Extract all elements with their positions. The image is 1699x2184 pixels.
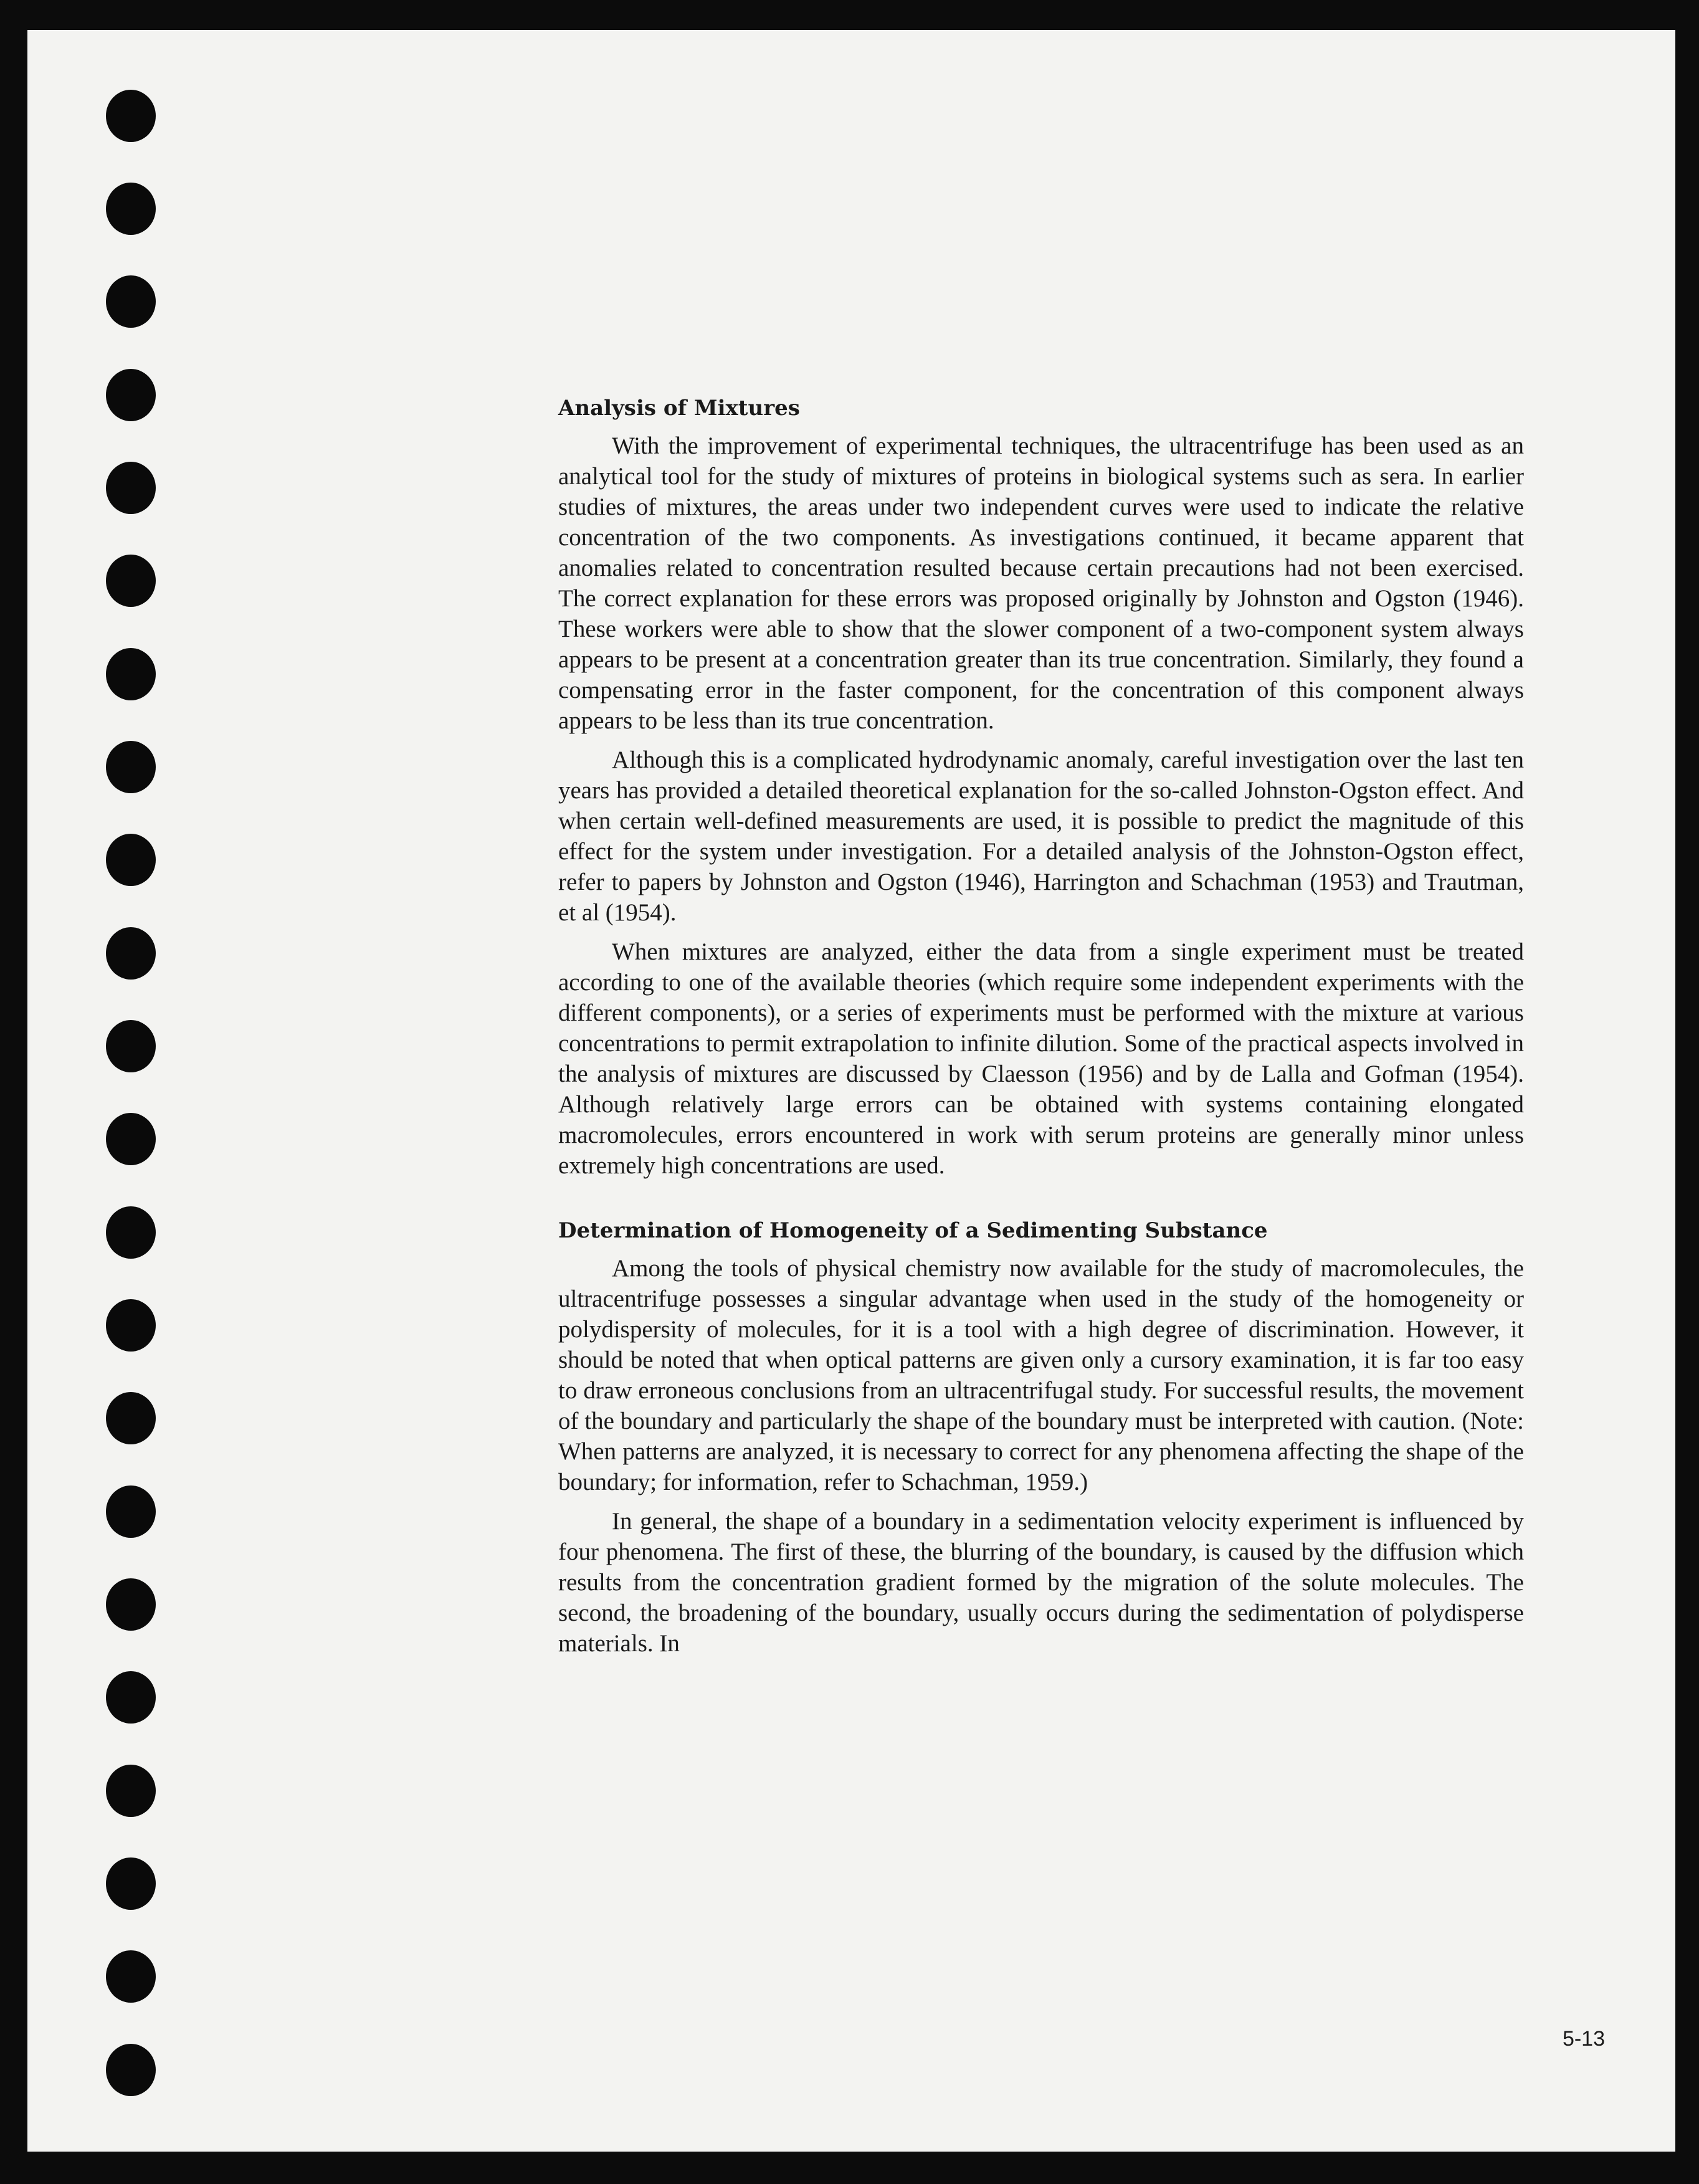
binder-hole-icon bbox=[106, 275, 156, 328]
binder-hole-icon bbox=[106, 90, 156, 142]
binder-hole-icon bbox=[106, 741, 156, 793]
binder-hole-icon bbox=[106, 1578, 156, 1631]
paragraph: Among the tools of physical chemistry now available for the study of macromolecules, the ultracentrifuge possesses a singular advantage when used in the study of the homogeneity or polydispersity of molecules, for it is a tool with a high degree of discrimination. However, it should be noted that when optical patterns are given only a cursory examination, it is far too easy to draw erroneous conclusions from an ultracentrifugal study. For successful results, the movement of the boundary and particularly the shape of the boundary must be interpreted with caution. (Note: When patterns are analyzed, it is necessary to correct for any phenomena affecting the shape of the boundary; for information, refer to Schachman, 1959.) bbox=[558, 1255, 1524, 1495]
document-page bbox=[27, 30, 1675, 2152]
section-heading-determination-of-homogeneity: Determination of Homogeneity of a Sedimenting Substance bbox=[558, 1218, 1268, 1243]
binder-hole-icon bbox=[106, 927, 156, 980]
binder-hole-icon bbox=[106, 2044, 156, 2096]
page-number: 5-13 bbox=[1562, 2027, 1605, 2051]
binder-hole-icon bbox=[106, 648, 156, 700]
paragraph: With the improvement of experimental techniques, the ultracentrifuge has been used as an analytical tool for the study of mixtures of proteins in biological systems such as sera. In earlier studies of mixtures, the areas under two independent curves were used to indicate the relative concentration of the two components. As investigations continued, it became apparent that anomalies related to concentration resulted because certain precautions had not been exercised. The correct explanation for these errors was proposed originally by Johnston and Ogston (1946). These workers were able to show that the slower component of a two-component system always appears to be present at a concentration greater than its true concentration. Similarly, they found a compensating error in the faster component, for the concentration of this component always appears to be less than its true concentration. bbox=[558, 432, 1524, 734]
binder-hole-icon bbox=[106, 183, 156, 235]
binder-hole-icon bbox=[106, 1950, 156, 2003]
paragraph: Although this is a complicated hydrodynamic anomaly, careful investigation over the last ten years has provided a detailed theoretical explanation for the so-called Johnston-Ogston effect. And when certain well-defined measurements are used, it is possible to predict the magnitude of this effect for the system under investigation. For a detailed analysis of the Johnston-Ogston effect, refer to papers by Johnston and Ogston (1946), Harrington and Schachman (1953) and Trautman, et al (1954). bbox=[558, 746, 1524, 926]
binder-hole-icon bbox=[106, 1206, 156, 1259]
paragraph: When mixtures are analyzed, either the data from a single experiment must be treated according to one of the available theories (which require some independent experiments with the different components), or a series of experiments must be performed with the mixture at various concentrations to permit extrapolation to infinite dilution. Some of the practical aspects involved in the analysis of mixtures are discussed by Claesson (1956) and by de Lalla and Gofman (1954). Although relatively large errors can be obtained with systems containing elongated macromolecules, errors encountered in work with serum proteins are generally minor unless extremely high concentrations are used. bbox=[558, 938, 1524, 1179]
binder-hole-icon bbox=[106, 1113, 156, 1165]
binder-hole-icon bbox=[106, 1485, 156, 1538]
binder-hole-icon bbox=[106, 834, 156, 886]
binder-hole-icon bbox=[106, 555, 156, 607]
binder-hole-icon bbox=[106, 1765, 156, 1817]
binder-holes bbox=[106, 90, 156, 2140]
binder-hole-icon bbox=[106, 1020, 156, 1072]
binder-hole-icon bbox=[106, 1299, 156, 1352]
main-text bbox=[558, 394, 1524, 1667]
paragraph: In general, the shape of a boundary in a sedimentation velocity experiment is influenced by four phenomena. The first of these, the blurring of the boundary, is caused by the diffusion which results from the concentration gradient formed by the migration of the solute molecules. The second, the broadening of the boundary, usually occurs during the sedimentation of polydisperse materials. In bbox=[558, 1508, 1524, 1657]
binder-hole-icon bbox=[106, 1392, 156, 1444]
section-heading-analysis-of-mixtures: Analysis of Mixtures bbox=[558, 396, 800, 421]
binder-hole-icon bbox=[106, 462, 156, 514]
binder-hole-icon bbox=[106, 1857, 156, 1910]
binder-hole-icon bbox=[106, 369, 156, 421]
binder-hole-icon bbox=[106, 1671, 156, 1724]
